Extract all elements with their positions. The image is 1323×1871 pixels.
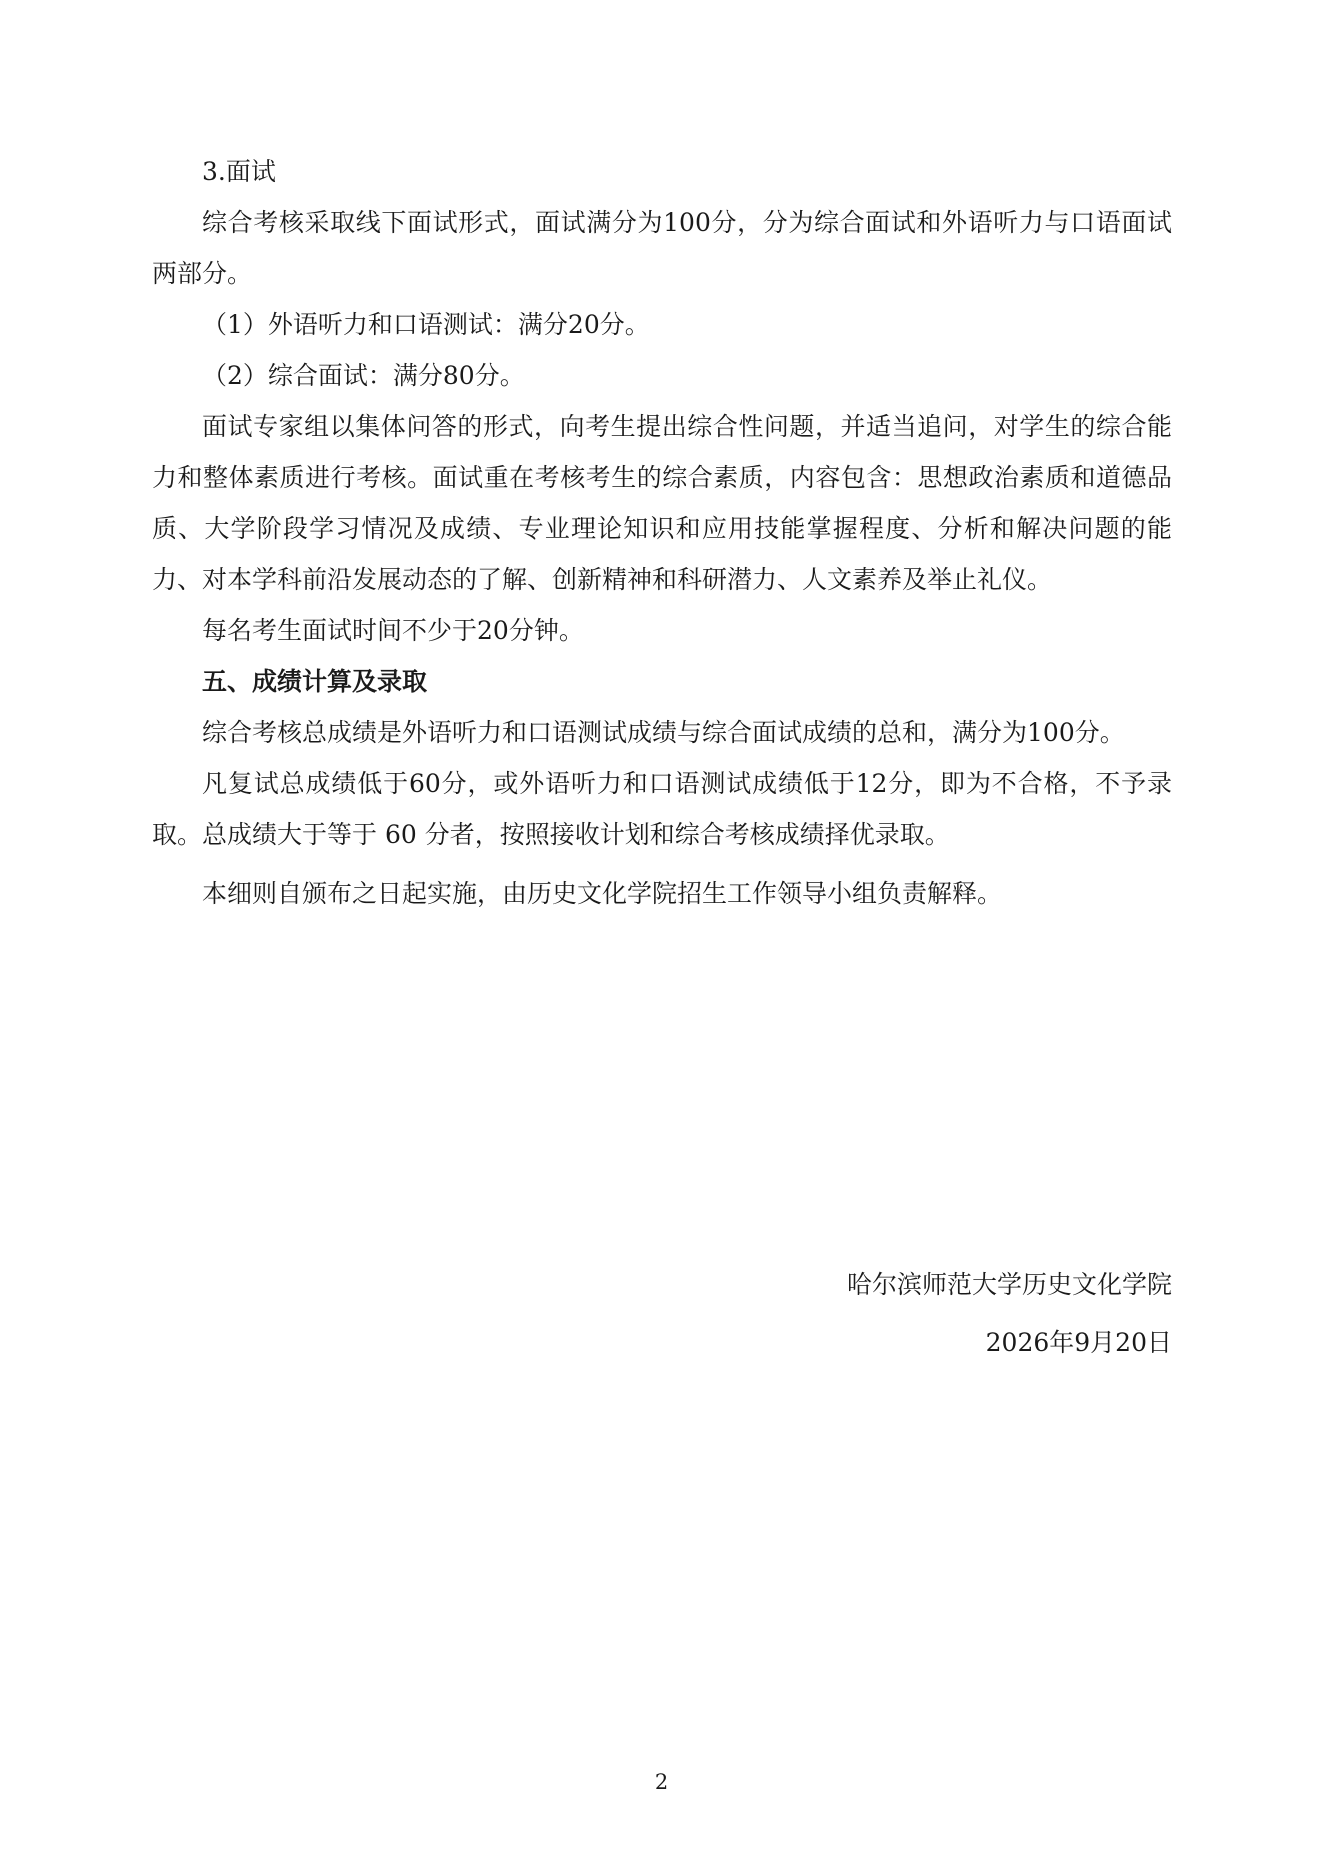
paragraph-implementation: 本细则自颁布之日起实施，由历史文化学院招生工作领导小组负责解释。 (202, 879, 1003, 908)
paragraph-total-score: 综合考核总成绩是外语听力和口语测试成绩与综合面试成绩的总和，满分为100分。 (202, 718, 1125, 747)
section-heading-scoring: 五、成绩计算及录取 (202, 667, 428, 696)
signature-date: 2026年9月20日 (985, 1328, 1172, 1357)
signature-block (847, 1256, 1172, 1372)
signature-organization: 哈尔滨师范大学历史文化学院 (846, 1270, 1172, 1299)
paragraph-interview-content: 面试专家组以集体问答的形式，向考生提出综合性问题，并适当追问，对学生的综合能力和整体素质进行考核。面试重在考核考生的综合素质，内容包含：思想政治素质和道德品质、大学阶段学习情况及成绩、专业理论知识和应用技能掌握程度、分析和解决问题的能力、对本学科前沿发展动态的了解、创新精神和科研潜力、人文素养及举止礼仪。 (152, 412, 1172, 594)
page-number: 2 (654, 1770, 669, 1794)
document-body (152, 146, 1172, 919)
list-item-language-test: （1）外语听力和口语测试：满分20分。 (202, 310, 650, 339)
list-item-comprehensive-interview: （2）综合面试：满分80分。 (202, 361, 525, 390)
paragraph-interview-format: 综合考核采取线下面试形式，面试满分为100分，分为综合面试和外语听力与口语面试两部分。 (152, 208, 1172, 288)
paragraph-admission-criteria: 凡复试总成绩低于60分，或外语听力和口语测试成绩低于12分，即为不合格，不予录取。总成绩大于等于 60 分者，按照接收计划和综合考核成绩择优录取。 (152, 769, 1172, 849)
paragraph-interview-duration: 每名考生面试时间不少于20分钟。 (202, 616, 584, 645)
section-subheading-interview: 3.面试 (202, 157, 276, 186)
